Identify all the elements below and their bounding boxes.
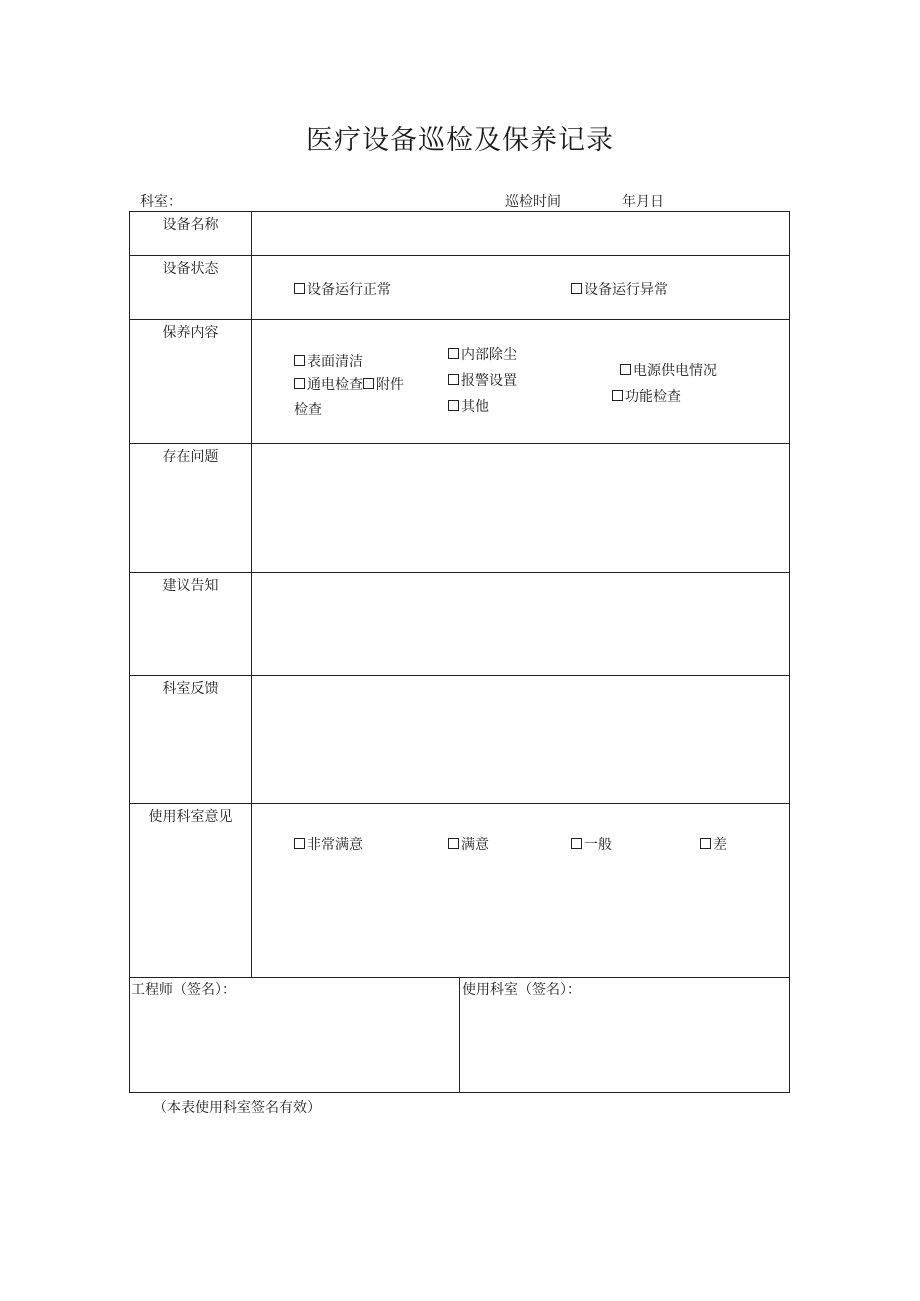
checkbox[interactable] (448, 348, 459, 359)
inspection-time-label: 巡检时间 (505, 194, 561, 210)
surface-clean-option[interactable]: 表面清洁 (294, 351, 363, 371)
checkbox[interactable] (448, 374, 459, 385)
accessory-check-option: 附件 (376, 377, 404, 393)
checkbox[interactable] (571, 283, 582, 294)
dept-feedback-label: 科室反馈 (162, 681, 219, 697)
existing-problems-label: 存在问题 (162, 449, 219, 465)
checkbox[interactable] (571, 838, 582, 849)
checkbox[interactable] (294, 378, 305, 389)
checkbox[interactable] (294, 283, 305, 294)
other-option[interactable]: 其他 (448, 396, 489, 416)
dept-signature-label: 使用科室（签名）： (462, 982, 581, 998)
poor-option[interactable]: 差 (700, 834, 727, 854)
footnote: （本表使用科室签名有效） (153, 1100, 321, 1116)
checkbox[interactable] (294, 355, 305, 366)
status-abnormal-option[interactable]: 设备运行异常 (571, 279, 668, 299)
power-check-option[interactable]: 通电检查 附件 (294, 374, 404, 394)
inspection-form-table (129, 211, 790, 1093)
department-label: 科室： (140, 194, 182, 210)
device-name-label: 设备名称 (162, 217, 219, 233)
date-label: 年月日 (622, 194, 664, 210)
device-status-label: 设备状态 (162, 261, 219, 277)
checkbox[interactable] (363, 378, 374, 389)
average-option[interactable]: 一般 (571, 834, 612, 854)
row-divider (130, 443, 789, 444)
row-divider (130, 255, 789, 256)
user-opinion-label: 使用科室意见 (148, 809, 233, 825)
checkbox[interactable] (448, 400, 459, 411)
alarm-settings-option[interactable]: 报警设置 (448, 370, 517, 390)
checkbox[interactable] (612, 390, 623, 401)
checkbox[interactable] (448, 838, 459, 849)
status-normal-option[interactable]: 设备运行正常 (294, 279, 391, 299)
checkbox[interactable] (294, 838, 305, 849)
row-divider (130, 803, 789, 804)
row-divider (130, 572, 789, 573)
label-column-divider (251, 212, 252, 977)
row-divider (130, 675, 789, 676)
satisfied-option[interactable]: 满意 (448, 834, 489, 854)
signature-divider (459, 977, 460, 1093)
engineer-signature-label: 工程师（签名）： (131, 982, 236, 998)
internal-dust-option[interactable]: 内部除尘 (448, 344, 517, 364)
maintenance-content-label: 保养内容 (162, 325, 219, 341)
form-title: 医疗设备巡检及保养记录 (306, 125, 614, 156)
suggestions-label: 建议告知 (162, 578, 219, 594)
checkbox[interactable] (700, 838, 711, 849)
row-divider (130, 319, 789, 320)
checkbox[interactable] (620, 364, 631, 375)
power-supply-option[interactable]: 电源供电情况 (620, 360, 717, 380)
function-check-option[interactable]: 功能检查 (612, 386, 681, 406)
accessory-check-continued: 检查 (294, 402, 322, 418)
very-satisfied-option[interactable]: 非常满意 (294, 834, 363, 854)
